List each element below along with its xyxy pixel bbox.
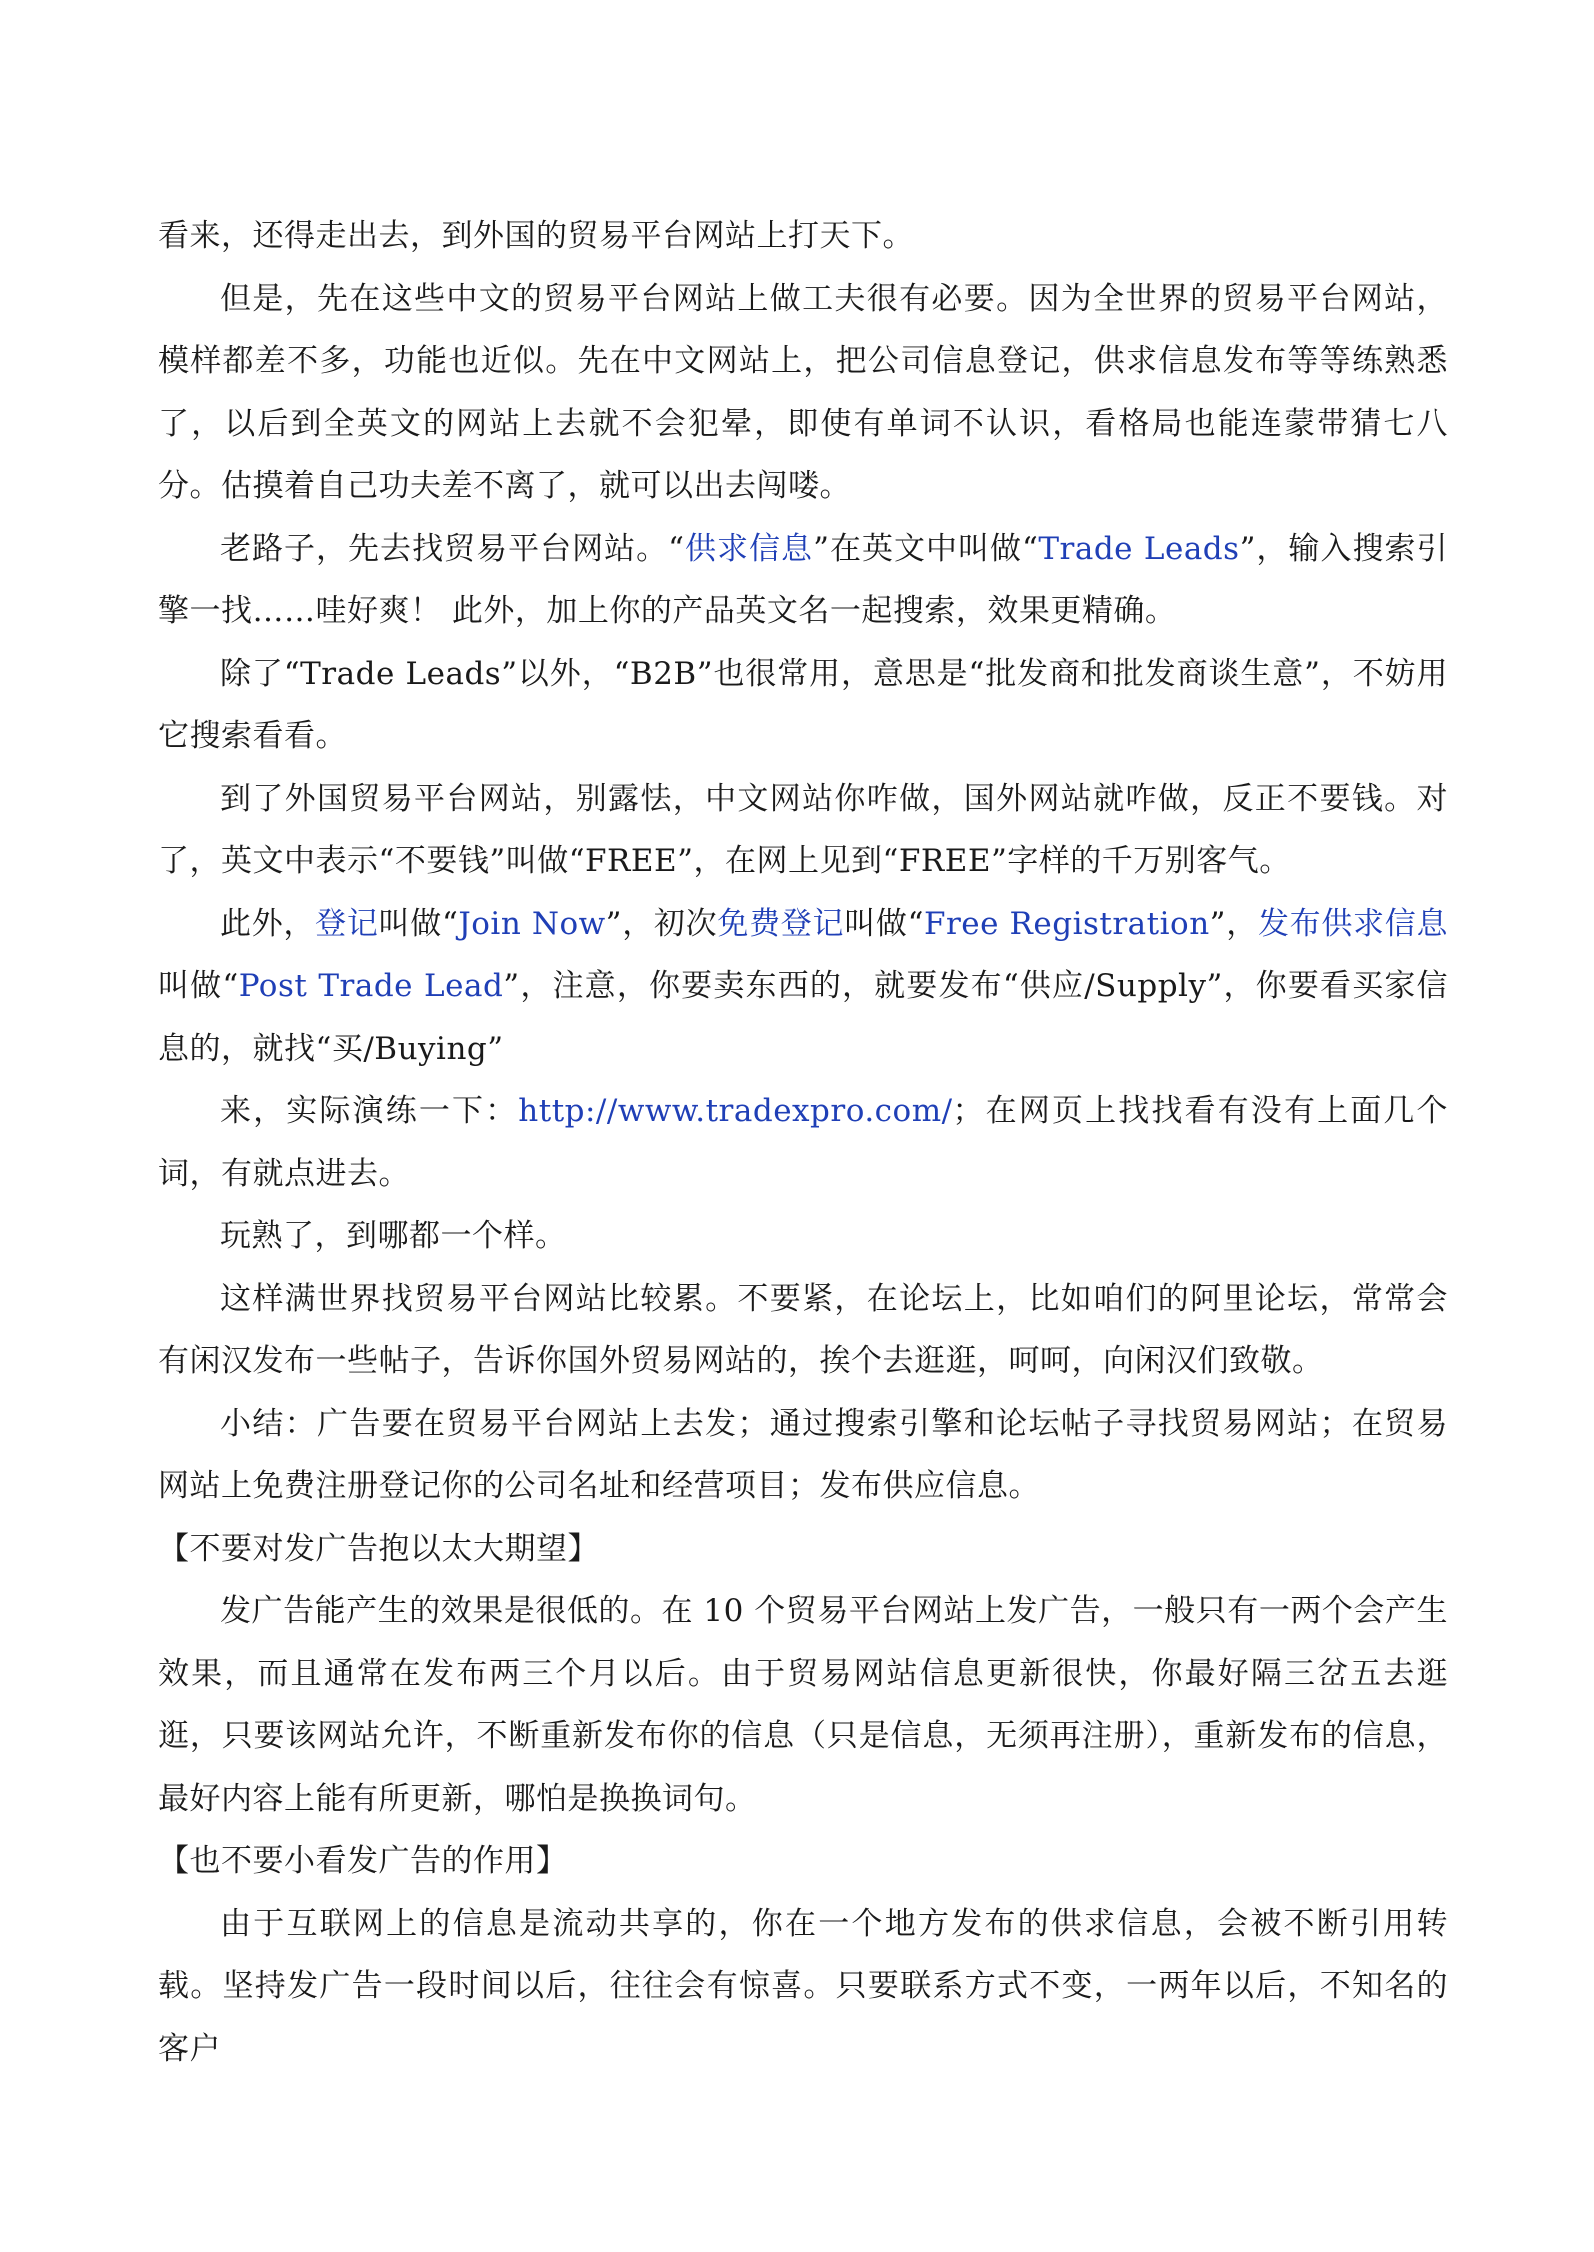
- paragraph: [158, 768, 1448, 893]
- text-run: ”，初次: [605, 905, 718, 942]
- text-run: 但是，先在这些中文的贸易平台网站上做工夫很有必要。因为全世界的贸易平台网站，模样都差不多，功能也近似。先在中文网站上，把公司信息登记，供求信息发布等等练熟悉了，以后到全英文的网站上去就不会犯晕，即使有单词不认识，看格局也能连蒙带猜七八分。估摸着自己功夫差不离了，就可以出去闯喽。: [158, 280, 1448, 504]
- paragraph: [158, 1580, 1448, 1830]
- paragraph: [158, 518, 1448, 643]
- paragraph: [158, 1893, 1448, 2081]
- link-text[interactable]: 发布供求信息: [1257, 905, 1448, 942]
- text-run: 来，实际演练一下：: [220, 1093, 519, 1129]
- paragraph: [158, 1205, 1448, 1268]
- text-run: ”，注意，你要卖东西的，就要发布“供应/Supply”，你要看买家信息的，就找“买/Buying”: [158, 968, 1448, 1067]
- text-run: ；在网页上找找看有没有上面几个词，有就点进去。: [158, 1093, 1449, 1192]
- text-run: 发广告能产生的效果是很低的。在 10 个贸易平台网站上发广告，一般只有一两个会产生效果，而且通常在发布两三个月以后。由于贸易网站信息更新很快，你最好隔三岔五去逛逛，只要该网站允许，不断重新发布你的信息（只是信息，无须再注册），重新发布的信息，最好内容上能有所更新，哪怕是换换词句。: [158, 1593, 1448, 1817]
- section-heading: [158, 1518, 1448, 1581]
- link-text[interactable]: Free Registration: [923, 905, 1210, 942]
- text-run: 除了“Trade Leads”以外，“B2B”也很常用，意思是“批发商和批发商谈生意”，不妨用它搜索看看。: [158, 655, 1448, 754]
- section-heading: [158, 1830, 1448, 1893]
- text-run: ”在英文中叫做“: [813, 530, 1039, 567]
- paragraph: [158, 268, 1448, 518]
- text-run: ”，: [1209, 905, 1258, 942]
- text-run: 到了外国贸易平台网站，别露怯，中文网站你咋做，国外网站就咋做，反正不要钱。对了，英文中表示“不要钱”叫做“FREE”，在网上见到“FREE”字样的千万别客气。: [158, 780, 1448, 879]
- text-run: 老路子，先去找贸易平台网站。“: [220, 530, 685, 567]
- text-run: 【不要对发广告抱以太大期望】: [158, 1530, 599, 1567]
- link-text[interactable]: Trade Leads: [1038, 530, 1240, 567]
- link-text[interactable]: 免费登记: [717, 905, 845, 942]
- paragraph: [158, 205, 1448, 268]
- text-run: 叫做“: [158, 968, 239, 1004]
- link-text[interactable]: Join Now: [458, 905, 606, 942]
- text-run: ”，输入搜索引擎一找……哇好爽！ 此外，加上你的产品英文名一起搜索，效果更精确。: [158, 530, 1448, 629]
- document-page: [158, 205, 1448, 2080]
- text-run: 叫做“: [378, 905, 459, 942]
- link-text[interactable]: 供求信息: [684, 530, 814, 567]
- text-run: 此外，: [220, 905, 316, 942]
- paragraph: [158, 1080, 1448, 1205]
- text-run: 看来，还得走出去，到外国的贸易平台网站上打天下。: [158, 218, 914, 254]
- text-run: 小结：广告要在贸易平台网站上去发；通过搜索引擎和论坛帖子寻找贸易网站；在贸易网站上免费注册登记你的公司名址和经营项目；发布供应信息。: [158, 1405, 1448, 1504]
- text-run: 【也不要小看发广告的作用】: [158, 1843, 568, 1879]
- paragraph: [158, 1268, 1448, 1393]
- text-run: 玩熟了，到哪都一个样。: [220, 1218, 567, 1254]
- link-text[interactable]: http://www.tradexpro.com/: [518, 1093, 953, 1129]
- paragraph: [158, 1393, 1448, 1518]
- paragraph: [158, 893, 1448, 1081]
- text-run: 由于互联网上的信息是流动共享的，你在一个地方发布的供求信息，会被不断引用转载。坚持发广告一段时间以后，往往会有惊喜。只要联系方式不变，一两年以后，不知名的客户: [158, 1905, 1448, 2067]
- text-run: 叫做“: [844, 905, 924, 942]
- text-run: 这样满世界找贸易平台网站比较累。不要紧，在论坛上，比如咱们的阿里论坛，常常会有闲汉发布一些帖子，告诉你国外贸易网站的，挨个去逛逛，呵呵，向闲汉们致敬。: [158, 1280, 1448, 1379]
- link-text[interactable]: 登记: [315, 905, 379, 942]
- paragraph: [158, 643, 1448, 768]
- link-text[interactable]: Post Trade Lead: [238, 968, 504, 1004]
